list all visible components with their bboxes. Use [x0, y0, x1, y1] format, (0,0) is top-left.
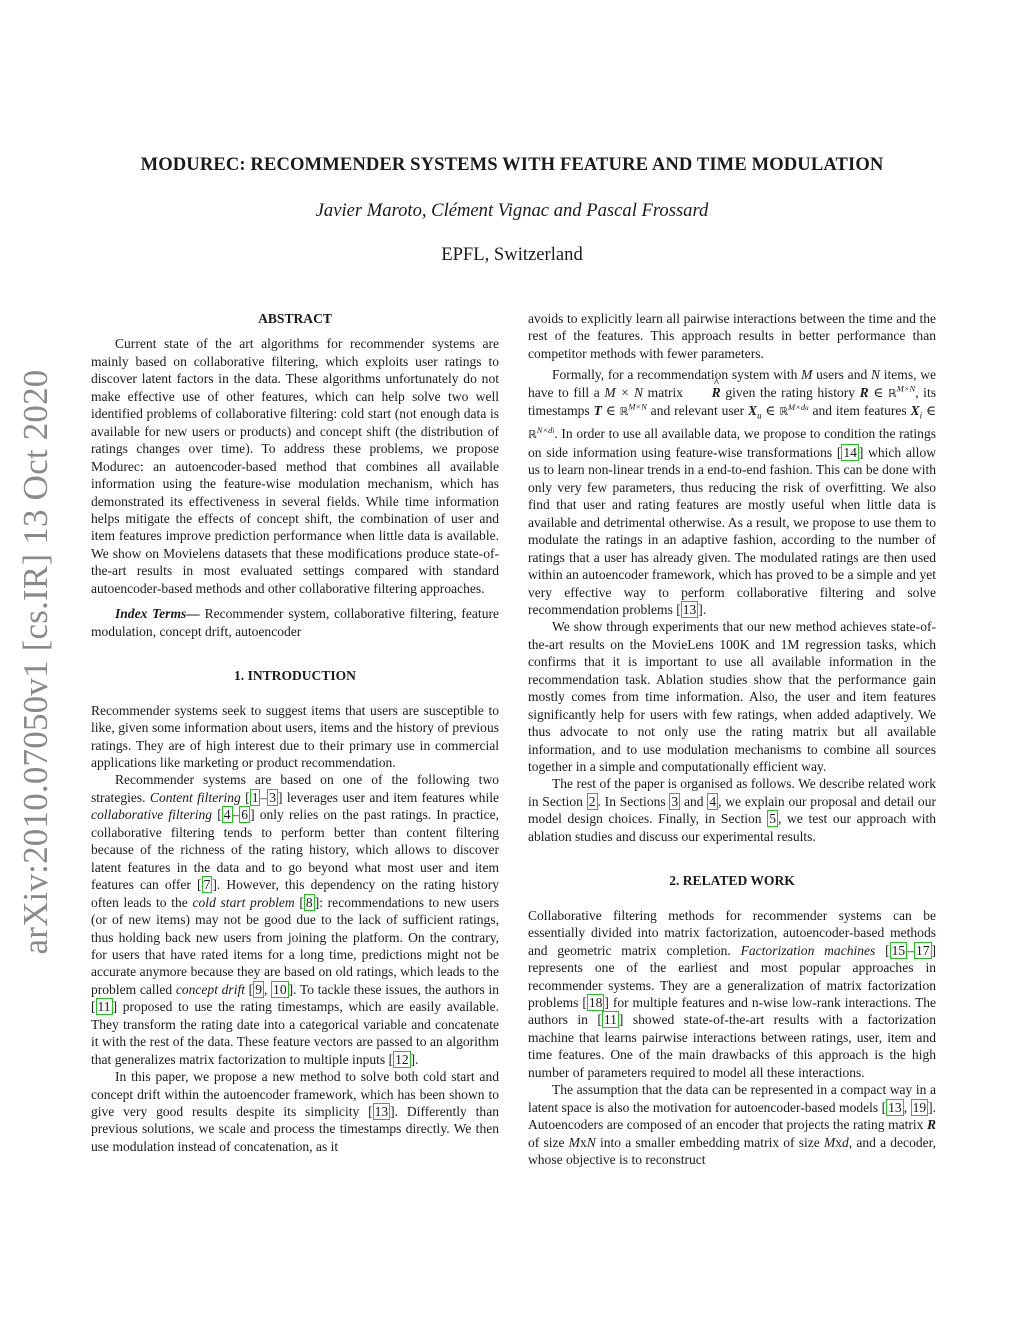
citation-link[interactable]: 19	[912, 1099, 927, 1115]
section-link[interactable]: 5	[769, 811, 776, 827]
citation-link[interactable]: 6	[241, 807, 249, 823]
citation-link[interactable]: 11	[97, 999, 111, 1015]
formal-setup-paragraph: Formally, for a recommendation system with M users and N items, we have to fill a M × N matrix R ^ given the rating history R ∈ ℝ$^{M\times N}$, its timestamps T ∈ ℝ$^{M\times N}$ and relevant user $X_u$ ∈ ℝ$^{M\times du}$ and item features $X_i$ ∈ ℝ$^{N\times di}$. In order to use all available data, we propose to condition the ratings on side information using feature-wise transformations [ 14 ] which allow us to learn non-linear trends in a end-to-end fashion. This can be done with only very few parameters, thus reducing the risk of overfitting. We also find that user and rating features are mostly useful when little data is available and detrimental otherwise. As a result, we propose to use them to modulate the ratings in an adaptive fashion, according to the number of ratings that a user has already given. The modulated ratings are then used within an autoencoder framework, which has proved to be a simple and yet very effective way to perform collaborative filtering and solve recommendation problems [ 13 ].	[528, 366, 936, 618]
section-link[interactable]: 3	[671, 793, 679, 809]
intro-continued-paragraph: avoids to explicitly learn all pairwise interactions between the time and the rest of the features. This approach results in better performance than competitor methods with fewer parameters.	[528, 311, 936, 361]
citation-link[interactable]: 15	[891, 942, 906, 958]
introduction-heading: 1. INTRODUCTION	[234, 668, 356, 684]
citation-link[interactable]: 13	[682, 601, 697, 617]
related-work-paragraph-1: Collaborative filtering methods for recommender systems can be essentially divided into matrix factorization, autoencoder-based methods and geometric matrix completion. Factorization machines [ 15 – 17 ] represents one of the earliest and most popular approaches in recommender systems. They are a generalization of matrix factorization problems [ 18 ] for multiple features and n-wise low-rank interactions. The authors in [ 11 ] showed state-of-the-art results with a factorization machine that learns pairwise interactions between ratings, user, item and time features. One of the main drawbacks of this approach is the high number of parameters required to model all these interactions.	[528, 907, 937, 1080]
citation-link[interactable]: 13	[374, 1104, 389, 1120]
citation-link[interactable]: 9	[255, 981, 262, 997]
citation-link[interactable]: 13	[888, 1099, 902, 1115]
arxiv-identifier[interactable]: arXiv:2010.07050v1 [cs.IR] 13 Oct 2020	[16, 369, 55, 955]
citation-link[interactable]: 10	[273, 981, 287, 997]
citation-link[interactable]: 17	[915, 942, 930, 958]
abstract-text: Current state of the art algorithms for recommender systems are mainly based on collaborative filtering, which exploits user ratings to discover latent factors in the data. These algorithms unfortunately do not make effective use of other features, which can help solve two well identified problems of collaborative filtering: cold start (not enough data is available for new users or products) and concept shift (the distribution of ratings changes over time). To address these problems, we propose Modurec: an autoencoder-based method that combines all available information using the feature-wise modulation mechanism, which has demonstrated its effectiveness in several fields. While time information helps mitigate the effects of concept shift, the combination of user and item features improve prediction performance when little data is available. We show on Movielens datasets that these modifications produce state-of-the-art results in most evaluated settings compared with standard autoencoder-based methods and other collaborative filtering approaches.	[91, 336, 499, 596]
related-work-paragraph-2: The assumption that the data can be represented in a compact way in a latent space is also the motivation for autoencoder-based models [ 13 , 19 ]. Autoencoders are composed of an encoder that projects the rating matrix R of size MxN into a smaller embedding matrix of size Mxd, and a decoder, whose objective is to reconstruct	[528, 1082, 937, 1168]
citation-link[interactable]: 1	[251, 789, 259, 805]
experiments-summary-paragraph: We show through experiments that our new method achieves state-of-the-art results on the MovieLens 100K and 1M regression tasks, which confirms that it is important to use all available information in the recommendation task. Ablation studies show that the performance gain mostly comes from time information. Also, the user and item features significantly help for users with few ratings, when added adaptively. We thus advocate to not only use the rating matrix but all available information, and to use modulation mechanisms to combine all sources together in a simple and computationally efficient way.	[528, 619, 936, 775]
index-terms-list: Recommender system, collaborative filtering, feature modulation, concept drift, autoencoder	[91, 606, 499, 639]
citation-link[interactable]: 14	[843, 444, 857, 460]
citation-link[interactable]: 7	[203, 877, 211, 893]
citation-link[interactable]: 3	[269, 789, 277, 805]
intro-paragraph-3: In this paper, we propose a new method to solve both cold start and concept drift within the autoencoder framework, which has been shown to give very good results despite its simplicity [ 13 ]. Differently than previous solutions, we scale and process the timestamps directly. We then use modulation instead of concatenation, as it	[91, 1069, 499, 1154]
paper-affiliation: EPFL, Switzerland	[441, 244, 583, 265]
section-link[interactable]: 2	[588, 793, 596, 809]
index-terms	[91, 605, 499, 640]
paper-outline-paragraph: The rest of the paper is organised as follows. We describe related work in Section 2 . In Sections 3 and 4 , we explain our proposal and detail our model design choices. Finally, in Section 5 , we test our approach with ablation studies and discuss our experimental results.	[528, 776, 937, 844]
abstract-heading: ABSTRACT	[258, 311, 332, 326]
intro-paragraph-2: Recommender systems are based on one of the following two strategies. Content filtering [ 1 – 3 ] leverages user and item features while collaborative filtering [ 4 – 6 ] only relies on the past ratings. In practice, collaborative filtering tends to perform better than content filtering because of the richness of the rating history, which allows to discover latent features in the data and to go beyond what most user and item features can offer [ 7 ]. However, this dependency on the rating history often leads to the cold start problem [ 8 ]: recommendations to new users (or of new items) may not be good due to the lack of sufficient ratings, thus holding back new users from joining the platform. On the contrary, for users that have rated items for a long time, predictions might not be accurate anymore because they are based on old ratings, which leads to the problem called concept drift [ 9 , 10 ]. To tackle these issues, the authors in [ 11 ] proposed to use the rating timestamps, which are easily available. They transform the rating date into a categorical variable and concatenate it with the rest of the data. These feature vectors are passed to an algorithm that generalizes matrix factorization to multiple inputs [ 12 ].	[91, 772, 500, 1067]
citation-link[interactable]: 11	[603, 1012, 617, 1028]
paper-title: MODUREC: RECOMMENDER SYSTEMS WITH FEATURE AND TIME MODULATION	[140, 154, 884, 175]
section-link[interactable]: 4	[709, 793, 717, 809]
citation-link[interactable]: 12	[395, 1051, 409, 1067]
paper-authors: Javier Maroto, Clément Vignac and Pascal Frossard	[315, 200, 709, 221]
citation-link[interactable]: 8	[305, 894, 313, 910]
right-column	[528, 310, 936, 1169]
related-work-heading: 2. RELATED WORK	[669, 873, 795, 889]
intro-paragraph-1: Recommender systems seek to suggest items that users are susceptible to like, given some information about users, items and the history of previous ratings. They are of high interest due to their primary use in commercial applications like marketing or product recommendation.	[91, 702, 499, 770]
left-column	[91, 310, 499, 1155]
citation-link[interactable]: 18	[588, 995, 603, 1011]
index-terms-label: Index Terms—	[115, 606, 200, 622]
citation-link[interactable]: 4	[223, 807, 231, 823]
